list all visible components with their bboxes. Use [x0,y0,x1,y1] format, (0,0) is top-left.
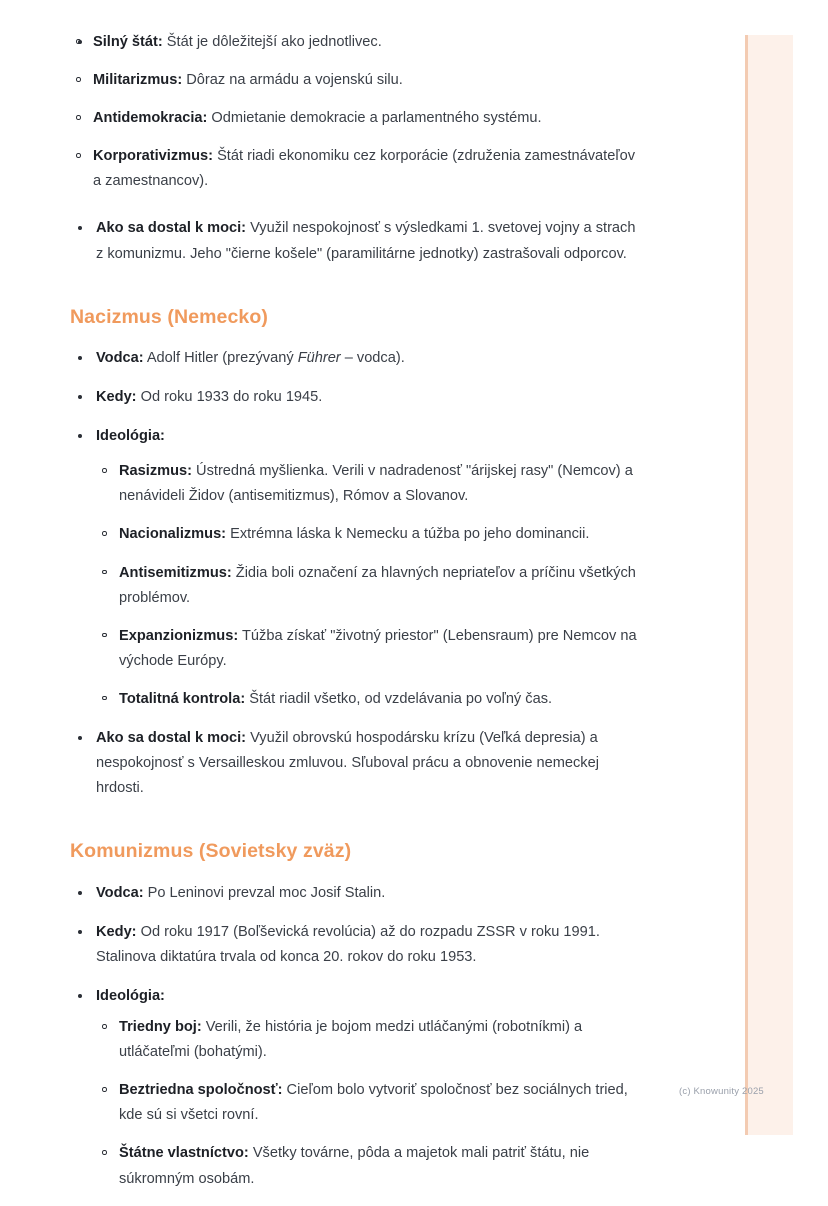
term-label: Vodca: [96,350,144,366]
term-emphasis: Führer [297,350,341,366]
term-label: Silný štát: [93,34,163,50]
list-item [96,1141,640,1191]
watermark-copyright: (c) Knowunity 2025 [679,1086,764,1097]
list-item [96,1078,640,1128]
decorative-side-stripe [745,35,793,1135]
term-description: Všetky továrne, pôda a majetok mali patriť štátu, nie súkromným osobám. [119,1145,590,1187]
term-description: Po Leninovi prevzal moc Josif Stalin. [143,884,386,901]
list-item [96,522,640,547]
term-description: Využil nespokojnosť s výsledkami 1. svetovej vojny a strach z komunizmu. Jeho "čierne košele" (paramilitárne jednotky) zastrašovali odporcov. [96,220,636,262]
term-description-tail: – vodca). [340,350,405,366]
ideology-sublist [96,459,640,712]
term-label: Antisemitizmus: [119,564,232,581]
ideology-label: Ideológia: [96,987,165,1004]
term-description: Od roku 1917 (Boľševická revolúcia) až do rozpadu ZSSR v roku 1991. Stalinova diktatúra trvala od konca 20. rokov do roku 1953. [96,923,600,965]
section-heading-komunizmus: Komunizmus (Sovietsky zväz) [70,840,352,863]
term-description: Židia boli označení za hlavných nepriateľov a príčinu všetkých problémov. [119,564,636,606]
list-item [70,346,640,371]
term-description: Využil obrovskú hospodársku krízu (Veľká depresia) a nespokojnosť s Versailleskou zmluvou. Sľuboval prácu a obnovenie nemeckej hrdosti. [96,730,599,797]
list-item [70,106,640,131]
list-item [70,881,640,906]
document-content [70,30,640,1192]
list-item [96,561,640,611]
list-item [96,687,640,712]
term-description: Dôraz na armádu a vojenskú silu. [182,72,403,89]
term-label: Kedy: [96,389,137,406]
term-label: Antidemokracia: [93,110,208,127]
list-item [70,424,640,712]
term-label: Totalitná kontrola: [119,690,246,707]
term-label: Rasizmus: [119,463,192,480]
ideology-label: Ideológia: [96,428,165,445]
term-label: Nacionalizmus: [119,526,227,543]
list-item [96,1015,640,1065]
list-item [96,624,640,674]
term-description: Túžba získať "životný priestor" (Lebensraum) pre Nemcov na východe Európy. [119,627,637,669]
term-label: Štátne vlastníctvo: [119,1145,249,1162]
term-label: Triedny boj: [119,1019,202,1036]
continued-list [70,30,640,267]
list-item [70,984,640,1192]
list-item [70,68,640,93]
list-item [70,216,640,266]
term-label: Ako sa dostal k moci: [96,220,247,237]
term-description: Extrémna láska k Nemecku a túžba po jeho dominancii. [226,526,590,543]
section-list-nacizmus [70,346,640,801]
term-label: Kedy: [96,923,137,940]
term-label: Expanzionizmus: [119,627,239,644]
term-label: Militarizmus: [93,72,183,89]
list-item [70,726,640,801]
term-description: Štát riadil všetko, od vzdelávania po voľný čas. [245,690,553,707]
ideology-sublist [96,1015,640,1192]
term-label: Beztriedna spoločnosť: [119,1082,283,1099]
term-description: Odmietanie demokracie a parlamentného systému. [207,110,542,127]
term-description: Štát je dôležitejší ako jednotlivec. [162,34,382,50]
section-list-komunizmus [70,881,640,1192]
term-description: Ústredná myšlienka. Verili v nadradenosť "árijskej rasy" (Nemcov) a nenávideli Židov (antisemitizmus), Rómov a Slovanov. [119,463,633,505]
section-heading-nacizmus: Nacizmus (Nemecko) [70,305,268,328]
continued-sublist [70,30,640,194]
term-description: Cieľom bolo vytvoriť spoločnosť bez sociálnych tried, kde sú si všetci rovní. [119,1082,628,1124]
list-item [70,385,640,410]
term-label: Korporativizmus: [93,148,214,165]
list-item [70,30,640,55]
list-item [70,30,640,194]
term-description: Verili, že história je bojom medzi utláčanými (robotníkmi) a utláčateľmi (bohatými). [119,1019,583,1061]
term-label: Vodca: [96,884,144,901]
term-description: Adolf Hitler (prezývaný [143,350,298,366]
term-description: Štát riadi ekonomiku cez korporácie (združenia zamestnávateľov a zamestnancov). [93,148,636,190]
term-label: Ako sa dostal k moci: [96,730,247,747]
list-item [96,459,640,509]
term-description: Od roku 1933 do roku 1945. [136,389,323,406]
list-item [70,920,640,970]
list-item [70,144,640,194]
